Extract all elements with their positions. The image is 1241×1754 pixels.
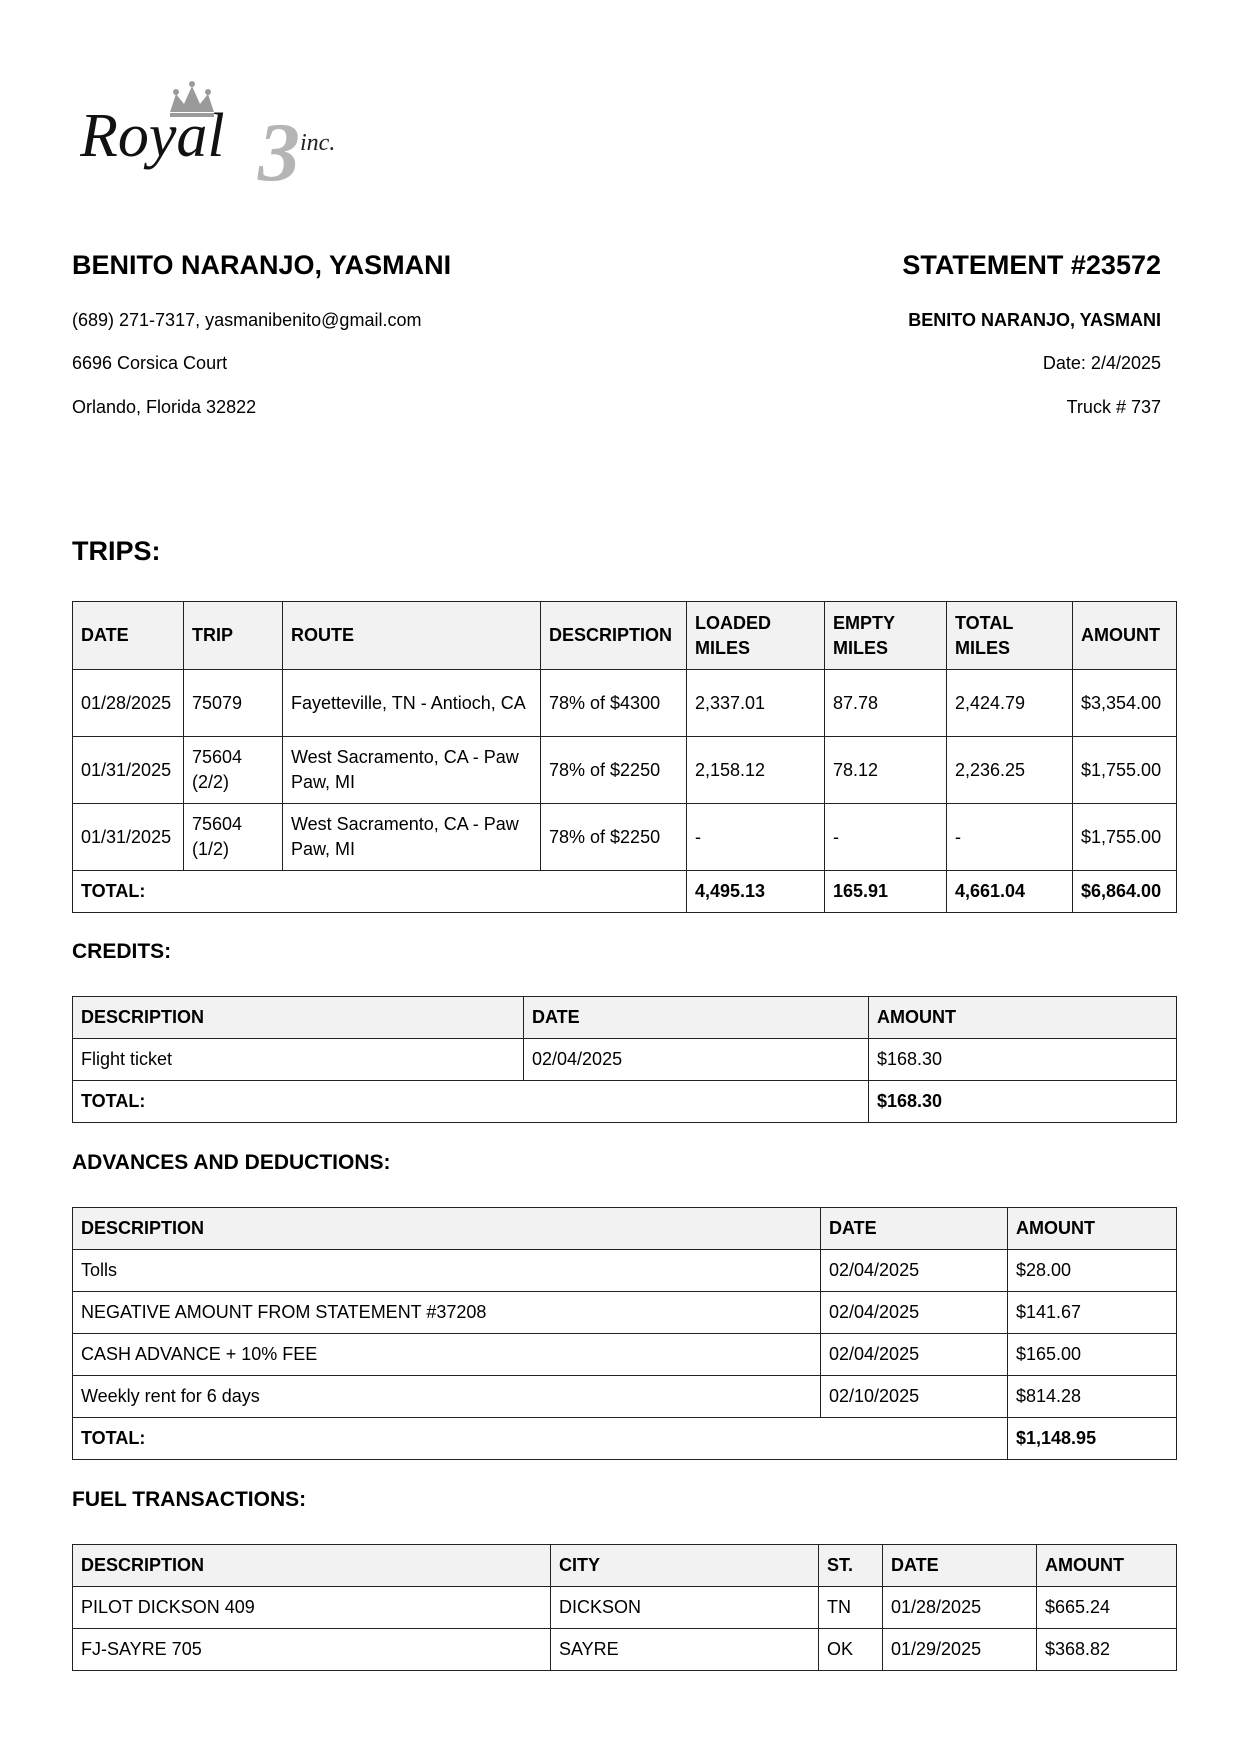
driver-name: BENITO NARANJO, YASMANI [72, 250, 452, 280]
col-header: CITY [551, 1545, 819, 1587]
deductions-header-row [73, 1208, 1177, 1250]
total-amount: $168.30 [869, 1081, 1177, 1123]
cell: 75604 (2/2) [184, 737, 283, 804]
cell: 2,236.25 [947, 737, 1073, 804]
total-row [73, 1081, 1177, 1123]
cell: $368.82 [1037, 1629, 1177, 1671]
cell: 01/31/2025 [73, 737, 184, 804]
col-header: DATE [821, 1208, 1008, 1250]
total-label: TOTAL: [73, 1081, 869, 1123]
total-amount: $6,864.00 [1073, 871, 1177, 913]
table-row [73, 670, 1177, 737]
col-header: DATE [524, 997, 869, 1039]
cell: $1,755.00 [1073, 804, 1177, 871]
cell: $3,354.00 [1073, 670, 1177, 737]
col-header: ROUTE [283, 602, 541, 670]
total-row [73, 871, 1177, 913]
cell: 01/29/2025 [883, 1629, 1037, 1671]
cell: West Sacramento, CA - Paw Paw, MI [283, 804, 541, 871]
credits-title: CREDITS: [72, 940, 172, 963]
fuel-table [72, 1544, 1177, 1671]
company-logo [80, 78, 380, 188]
cell: PILOT DICKSON 409 [73, 1587, 551, 1629]
cell: 02/04/2025 [821, 1250, 1008, 1292]
cell: 2,158.12 [687, 737, 825, 804]
table-row [73, 1587, 1177, 1629]
driver-address-line1: 6696 Corsica Court [72, 353, 228, 373]
table-row [73, 1292, 1177, 1334]
fuel-title: FUEL TRANSACTIONS: [72, 1488, 307, 1511]
cell: $814.28 [1008, 1376, 1177, 1418]
table-row [73, 1039, 1177, 1081]
table-row [73, 1250, 1177, 1292]
col-header: DESCRIPTION [541, 602, 687, 670]
statement-title: STATEMENT #23572 [902, 250, 1161, 280]
total-miles: 4,661.04 [947, 871, 1073, 913]
col-header: DATE [73, 602, 184, 670]
credits-table [72, 996, 1177, 1123]
logo-digit: 3 [258, 106, 300, 188]
cell: 01/28/2025 [883, 1587, 1037, 1629]
cell: 02/10/2025 [821, 1376, 1008, 1418]
total-amount: $1,148.95 [1008, 1418, 1177, 1460]
cell: Fayetteville, TN - Antioch, CA [283, 670, 541, 737]
cell: 87.78 [825, 670, 947, 737]
cell: 78% of $2250 [541, 737, 687, 804]
cell: OK [819, 1629, 883, 1671]
cell: $165.00 [1008, 1334, 1177, 1376]
total-label: TOTAL: [73, 1418, 1008, 1460]
col-header: AMOUNT [1073, 602, 1177, 670]
cell: 75604 (1/2) [184, 804, 283, 871]
col-header: EMPTY MILES [825, 602, 947, 670]
col-header: ST. [819, 1545, 883, 1587]
trips-title: TRIPS: [72, 536, 161, 566]
driver-address-line2: Orlando, Florida 32822 [72, 397, 257, 417]
cell: CASH ADVANCE + 10% FEE [73, 1334, 821, 1376]
cell: 78% of $4300 [541, 670, 687, 737]
fuel-header-row [73, 1545, 1177, 1587]
col-header: TOTAL MILES [947, 602, 1073, 670]
cell: 01/31/2025 [73, 804, 184, 871]
trips-header-row [73, 602, 1177, 670]
cell: West Sacramento, CA - Paw Paw, MI [283, 737, 541, 804]
logo-suffix: inc. [300, 130, 336, 156]
col-header: AMOUNT [869, 997, 1177, 1039]
cell: TN [819, 1587, 883, 1629]
cell: 78% of $2250 [541, 804, 687, 871]
col-header: DATE [883, 1545, 1037, 1587]
driver-contact: (689) 271-7317, yasmanibenito@gmail.com [72, 310, 422, 330]
cell: FJ-SAYRE 705 [73, 1629, 551, 1671]
cell: Weekly rent for 6 days [73, 1376, 821, 1418]
cell: 01/28/2025 [73, 670, 184, 737]
trips-table [72, 601, 1177, 913]
cell: - [687, 804, 825, 871]
col-header: AMOUNT [1008, 1208, 1177, 1250]
total-empty-miles: 165.91 [825, 871, 947, 913]
cell: 78.12 [825, 737, 947, 804]
cell: $141.67 [1008, 1292, 1177, 1334]
cell: $1,755.00 [1073, 737, 1177, 804]
cell: SAYRE [551, 1629, 819, 1671]
deductions-table [72, 1207, 1177, 1460]
cell: Tolls [73, 1250, 821, 1292]
total-label: TOTAL: [73, 871, 687, 913]
table-row [73, 1334, 1177, 1376]
cell: 2,424.79 [947, 670, 1073, 737]
statement-recipient: BENITO NARANJO, YASMANI [908, 310, 1161, 330]
cell: $168.30 [869, 1039, 1177, 1081]
col-header: DESCRIPTION [73, 997, 524, 1039]
logo-text: Royal [80, 102, 225, 170]
cell: $665.24 [1037, 1587, 1177, 1629]
col-header: DESCRIPTION [73, 1208, 821, 1250]
deductions-title: ADVANCES AND DEDUCTIONS: [72, 1151, 391, 1174]
cell: 75079 [184, 670, 283, 737]
col-header: DESCRIPTION [73, 1545, 551, 1587]
cell: Flight ticket [73, 1039, 524, 1081]
table-row [73, 1629, 1177, 1671]
cell: 02/04/2025 [524, 1039, 869, 1081]
statement-date: Date: 2/4/2025 [1042, 353, 1161, 373]
cell: DICKSON [551, 1587, 819, 1629]
cell: 02/04/2025 [821, 1292, 1008, 1334]
col-header: LOADED MILES [687, 602, 825, 670]
cell: 02/04/2025 [821, 1334, 1008, 1376]
cell: $28.00 [1008, 1250, 1177, 1292]
cell: 2,337.01 [687, 670, 825, 737]
col-header: TRIP [184, 602, 283, 670]
col-header: AMOUNT [1037, 1545, 1177, 1587]
total-row [73, 1418, 1177, 1460]
table-row [73, 737, 1177, 804]
table-row [73, 1376, 1177, 1418]
cell: NEGATIVE AMOUNT FROM STATEMENT #37208 [73, 1292, 821, 1334]
truck-number: Truck # 737 [1066, 397, 1161, 417]
credits-header-row [73, 997, 1177, 1039]
total-loaded-miles: 4,495.13 [687, 871, 825, 913]
cell: - [825, 804, 947, 871]
cell: - [947, 804, 1073, 871]
table-row [73, 804, 1177, 871]
